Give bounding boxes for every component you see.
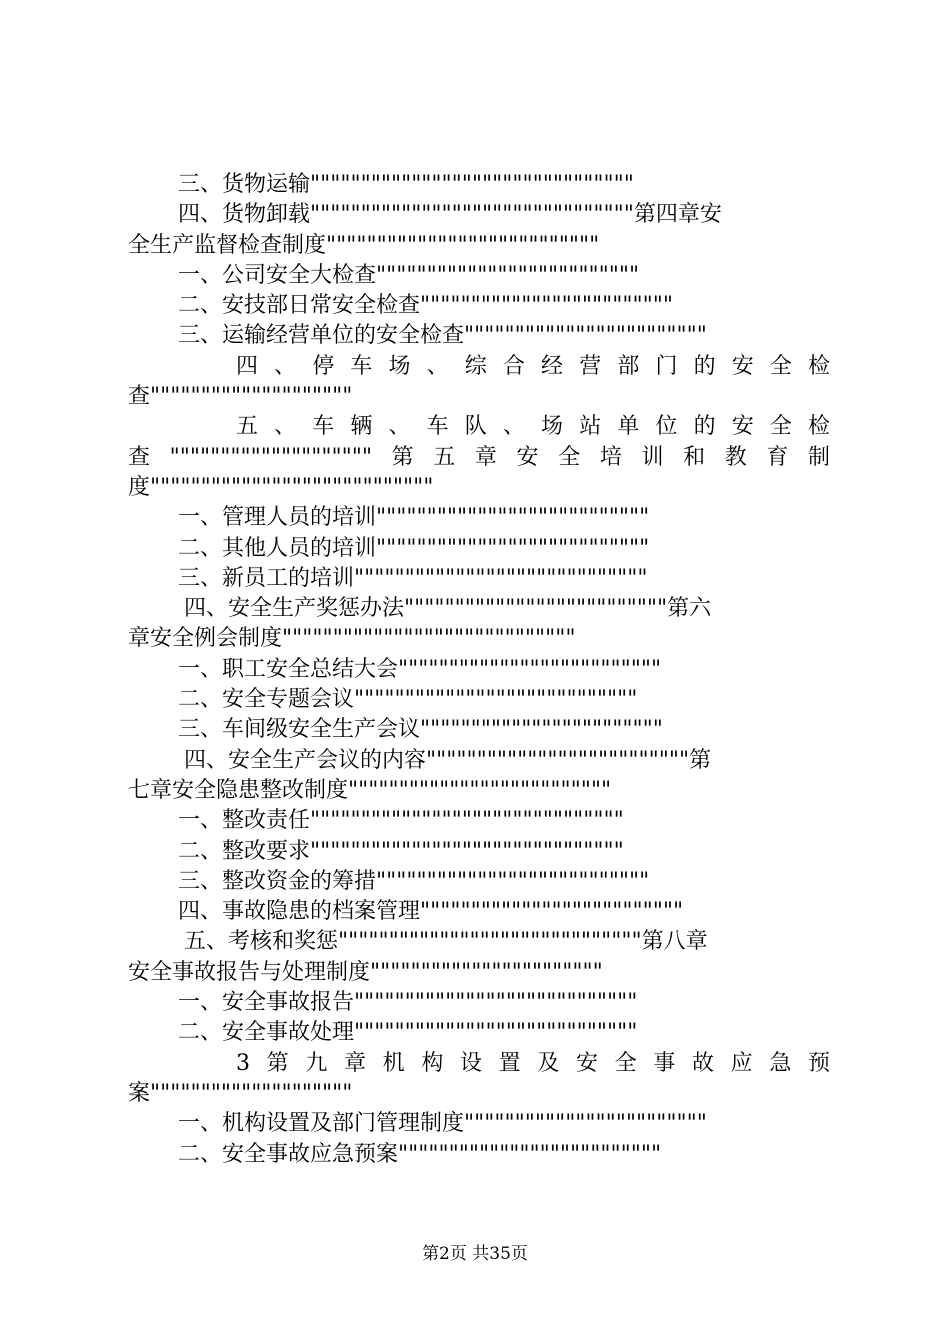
toc-line: 四、停车场、综合经营部门的安全检 [236,353,830,379]
toc-line: 案"""""""""""""""""""" [128,1080,353,1106]
toc-line: 二、安技部日常安全检查""""""""""""""""""""""""" [178,293,673,319]
toc-line: 一、公司安全大检查"""""""""""""""""""""""""" [178,262,640,288]
toc-line: 三、新员工的培训""""""""""""""""""""""""""""" [178,565,648,591]
toc-body [128,170,830,1170]
toc-line: 三、整改资金的筹措""""""""""""""""""""""""""" [178,868,650,894]
toc-line: 度"""""""""""""""""""""""""""" [128,474,434,500]
toc-line: 五、考核和奖惩""""""""""""""""""""""""""""""第八章 [184,929,708,955]
toc-line: 二、安全事故应急预案"""""""""""""""""""""""""" [178,1141,662,1167]
toc-line: 三、运输经营单位的安全检查"""""""""""""""""""""""" [178,323,707,349]
toc-line: 四、安全生产奖惩办法""""""""""""""""""""""""""第六 [184,596,712,622]
toc-line: 二、整改要求""""""""""""""""""""""""""""""" [178,838,624,864]
toc-line: 一、机构设置及部门管理制度"""""""""""""""""""""""" [178,1111,707,1137]
toc-line: 七章安全隐患整改制度"""""""""""""""""""""""""" [128,777,612,803]
toc-line: 四、安全生产会议的内容""""""""""""""""""""""""""第 [184,747,712,773]
toc-line: 一、安全事故报告"""""""""""""""""""""""""""" [178,990,638,1016]
toc-line: 查""""""""""""""""""""第五章安全培训和教育制 [128,444,830,470]
page-number-footer: 第2页 共35页 [422,1244,528,1264]
toc-line: 四、货物卸载""""""""""""""""""""""""""""""""第四章安 [178,202,722,228]
toc-line: 三、车间级安全生产会议"""""""""""""""""""""""" [178,717,663,743]
toc-line: 章安全例会制度""""""""""""""""""""""""""""" [128,626,576,652]
toc-line: 二、其他人员的培训""""""""""""""""""""""""""" [178,535,650,561]
toc-line: 一、管理人员的培训""""""""""""""""""""""""""" [178,505,650,531]
toc-line: 安全事故报告与处理制度""""""""""""""""""""""" [128,959,603,985]
toc-line: 全生产监督检查制度""""""""""""""""""""""""""" [128,232,600,258]
toc-line: 三、货物运输"""""""""""""""""""""""""""""""" [178,172,634,197]
toc-line: 3第九章机构设置及安全事故应急预 [236,1050,830,1076]
toc-line: 二、安全事故处理"""""""""""""""""""""""""""" [178,1020,638,1046]
toc-line: 五、车辆、车队、场站单位的安全检 [236,414,830,440]
toc-line: 一、整改责任""""""""""""""""""""""""""""""" [178,808,624,834]
toc-line: 二、安全专题会议"""""""""""""""""""""""""""" [178,687,638,713]
toc-line: 查"""""""""""""""""""" [128,384,353,410]
toc-line: 一、职工安全总结大会"""""""""""""""""""""""""" [178,656,662,682]
toc-line: 四、事故隐患的档案管理"""""""""""""""""""""""""" [178,899,684,925]
